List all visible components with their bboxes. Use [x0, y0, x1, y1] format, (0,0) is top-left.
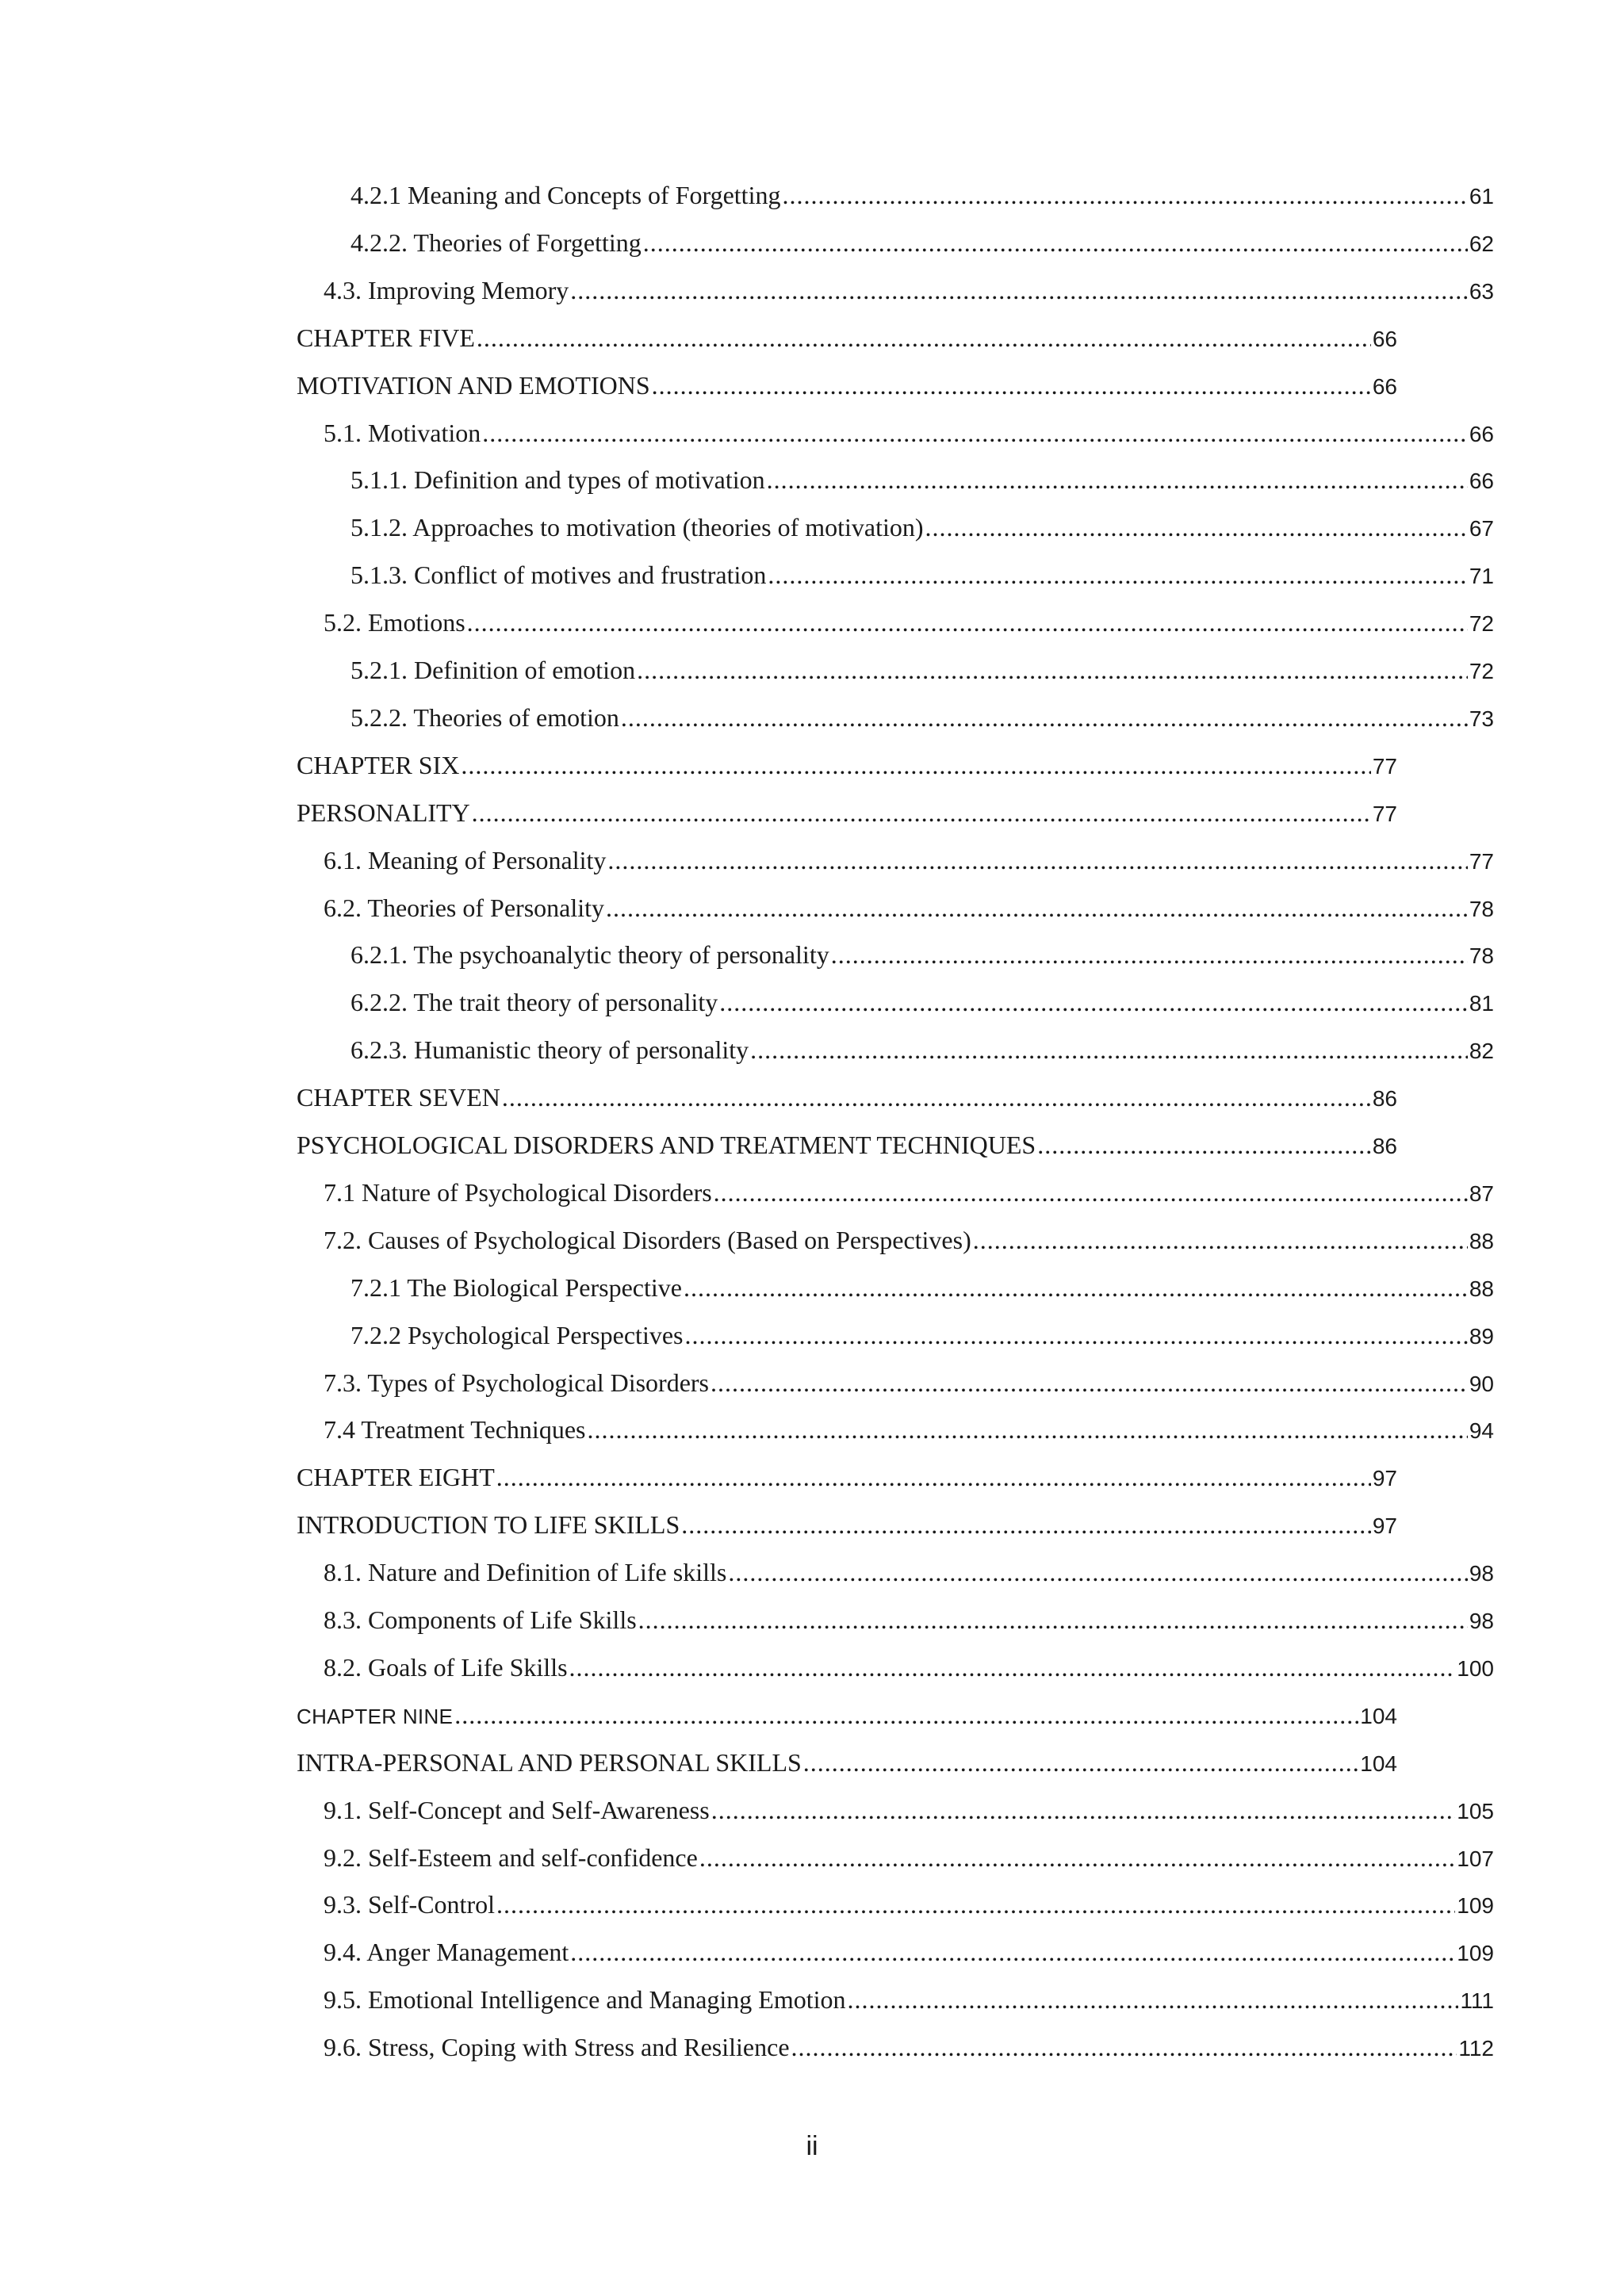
toc-entry-title: CHAPTER NINE — [297, 1705, 454, 1728]
toc-entry-title: 9.2. Self-Esteem and self-confidence — [324, 1843, 698, 1872]
toc-entry[interactable] — [297, 741, 1397, 789]
toc-entry-title: 5.2.2. Theories of emotion — [350, 703, 619, 732]
toc-entry-page: 98 — [1469, 1561, 1494, 1586]
dot-leader — [710, 1359, 1468, 1406]
dot-leader — [791, 2023, 1457, 2071]
toc-entry[interactable] — [350, 931, 1494, 978]
toc-entry-page: 100 — [1457, 1656, 1494, 1681]
toc-entry-title: 6.1. Meaning of Personality — [324, 846, 607, 874]
toc-entry-title: 8.2. Goals of Life Skills — [324, 1653, 568, 1682]
toc-entry-page: 111 — [1460, 1988, 1494, 2013]
dot-leader — [621, 694, 1468, 741]
toc-entry-title: 7.2.1 The Biological Perspective — [350, 1273, 682, 1302]
toc-entry[interactable] — [297, 1453, 1397, 1501]
toc-entry[interactable] — [297, 789, 1397, 836]
toc-entry[interactable] — [350, 171, 1494, 219]
toc-entry-title: 7.3. Types of Psychological Disorders — [324, 1368, 709, 1397]
toc-entry[interactable] — [324, 599, 1494, 646]
dot-leader — [454, 1691, 1358, 1739]
toc-entry[interactable] — [297, 1121, 1397, 1169]
toc-entry[interactable] — [324, 1406, 1494, 1453]
toc-entry-page: 89 — [1469, 1324, 1494, 1349]
toc-entry-page: 77 — [1469, 849, 1494, 874]
toc-entry[interactable] — [350, 694, 1494, 741]
toc-entry-page: 109 — [1457, 1941, 1494, 1965]
toc-entry-page: 86 — [1372, 1086, 1397, 1111]
toc-entry-title: 5.1.3. Conflict of motives and frustration — [350, 561, 767, 589]
dot-leader — [973, 1216, 1468, 1264]
dot-leader — [684, 1264, 1468, 1311]
toc-entry-title: 8.3. Components of Life Skills — [324, 1605, 637, 1634]
dot-leader — [681, 1501, 1371, 1548]
toc-entry-title: 9.6. Stress, Coping with Stress and Resilience — [324, 2033, 790, 2061]
toc-entry-title: 4.2.2. Theories of Forgetting — [350, 228, 642, 257]
toc-entry[interactable] — [324, 1834, 1494, 1881]
toc-entry[interactable] — [350, 219, 1494, 266]
toc-entry-page: 107 — [1457, 1846, 1494, 1871]
toc-entry-title: 5.2.1. Definition of emotion — [350, 656, 636, 684]
toc-entry-title: 6.2.2. The trait theory of personality — [350, 988, 718, 1016]
dot-leader — [606, 884, 1468, 932]
toc-entry-title: CHAPTER FIVE — [297, 323, 475, 352]
toc-entry-page: 109 — [1457, 1893, 1494, 1918]
toc-entry-title: CHAPTER SEVEN — [297, 1083, 500, 1112]
toc-entry-page: 66 — [1372, 374, 1397, 399]
toc-entry[interactable] — [324, 884, 1494, 932]
toc-entry[interactable] — [324, 409, 1494, 457]
dot-leader — [467, 599, 1468, 646]
toc-entry[interactable] — [324, 836, 1494, 884]
dot-leader — [699, 1834, 1455, 1881]
toc-entry[interactable] — [324, 1928, 1494, 1976]
dot-leader — [637, 646, 1468, 694]
toc-entry-page: 81 — [1469, 991, 1494, 1016]
toc-entry-page: 72 — [1469, 659, 1494, 683]
dot-leader — [803, 1739, 1359, 1786]
dot-leader — [719, 978, 1468, 1026]
toc-entry[interactable] — [324, 266, 1494, 314]
toc-entry-title: 5.1. Motivation — [324, 419, 481, 447]
toc-entry-title: 5.1.2. Approaches to motivation (theories of motivation) — [350, 513, 924, 541]
toc-entry-title: 6.2. Theories of Personality — [324, 894, 605, 922]
toc-entry[interactable] — [350, 1026, 1494, 1073]
dot-leader — [472, 789, 1371, 836]
toc-entry[interactable] — [297, 1073, 1397, 1121]
toc-entry-title: PERSONALITY — [297, 798, 470, 827]
toc-entry-page: 67 — [1469, 516, 1494, 541]
toc-entry[interactable] — [324, 1359, 1494, 1406]
dot-leader — [782, 171, 1467, 219]
toc-entry-page: 82 — [1469, 1039, 1494, 1063]
dot-leader — [502, 1073, 1371, 1121]
toc-entry[interactable] — [324, 1169, 1494, 1216]
dot-leader — [570, 266, 1468, 314]
toc-entry-title: 7.2. Causes of Psychological Disorders (Based on Perspectives) — [324, 1226, 971, 1254]
toc-entry-title: 6.2.3. Humanistic theory of personality — [350, 1035, 749, 1064]
toc-entry-title: 5.2. Emotions — [324, 608, 465, 637]
dot-leader — [496, 1881, 1455, 1928]
toc-entry[interactable] — [324, 1881, 1494, 1928]
toc-entry-title: CHAPTER SIX — [297, 751, 460, 779]
toc-entry-title: 9.5. Emotional Intelligence and Managing Emotion — [324, 1985, 846, 2014]
toc-entry-title: CHAPTER EIGHT — [297, 1463, 495, 1491]
dot-leader — [1037, 1121, 1371, 1169]
dot-leader — [643, 219, 1468, 266]
toc-entry-page: 86 — [1372, 1134, 1397, 1158]
toc-entry-page: 90 — [1469, 1372, 1494, 1396]
toc-entry[interactable] — [324, 1548, 1494, 1596]
toc-entry-page: 73 — [1469, 706, 1494, 731]
toc-entry-page: 78 — [1469, 897, 1494, 921]
toc-entry-page: 104 — [1360, 1704, 1397, 1728]
toc-entry-page: 62 — [1469, 232, 1494, 256]
toc-entry[interactable] — [350, 503, 1494, 551]
toc-entry[interactable] — [324, 2023, 1494, 2071]
toc-entry-title: 7.4 Treatment Techniques — [324, 1415, 586, 1444]
dot-leader — [652, 362, 1371, 409]
toc-entry-title: INTRODUCTION TO LIFE SKILLS — [297, 1510, 680, 1539]
toc-entry-title: 5.1.1. Definition and types of motivation — [350, 465, 765, 494]
toc-entry-page: 97 — [1372, 1513, 1397, 1538]
toc-entry-page: 61 — [1469, 184, 1494, 209]
toc-entry[interactable] — [350, 978, 1494, 1026]
toc-entry[interactable] — [324, 1786, 1494, 1834]
toc-entry[interactable] — [350, 1264, 1494, 1311]
toc-entry-title: 4.2.1 Meaning and Concepts of Forgetting — [350, 181, 781, 209]
toc-entry[interactable] — [297, 1501, 1397, 1548]
toc-entry-page: 66 — [1372, 327, 1397, 351]
toc-entry[interactable] — [324, 1644, 1494, 1691]
toc-entry-title: 4.3. Improving Memory — [324, 276, 569, 304]
toc-entry-page: 78 — [1469, 943, 1494, 968]
toc-entry[interactable] — [324, 1976, 1494, 2023]
dot-leader — [711, 1786, 1456, 1834]
toc-entry[interactable] — [297, 1739, 1397, 1786]
dot-leader — [482, 409, 1468, 457]
toc-entry[interactable] — [297, 362, 1397, 409]
toc-entry-page: 104 — [1360, 1751, 1397, 1776]
toc-entry-page: 66 — [1469, 422, 1494, 446]
toc-entry-title: 7.2.2 Psychological Perspectives — [350, 1321, 684, 1349]
toc-entry-title: 9.4. Anger Management — [324, 1938, 569, 1966]
toc-entry-title: MOTIVATION AND EMOTIONS — [297, 371, 650, 400]
toc-entry-title: 8.1. Nature and Definition of Life skills — [324, 1558, 727, 1586]
dot-leader — [587, 1406, 1467, 1453]
dot-leader — [496, 1453, 1371, 1501]
dot-leader — [848, 1976, 1459, 2023]
dot-leader — [831, 931, 1468, 978]
toc-entry[interactable] — [297, 1691, 1397, 1739]
toc-entry-title: 9.1. Self-Concept and Self-Awareness — [324, 1796, 710, 1824]
toc-entry-page: 98 — [1469, 1609, 1494, 1633]
dot-leader — [461, 741, 1370, 789]
toc-entry[interactable] — [324, 1596, 1494, 1644]
dot-leader — [714, 1169, 1468, 1216]
toc-entry[interactable] — [350, 646, 1494, 694]
toc-entry-page: 63 — [1469, 279, 1494, 304]
toc-entry-page: 71 — [1469, 564, 1494, 588]
toc-entry-title: INTRA-PERSONAL AND PERSONAL SKILLS — [297, 1748, 802, 1777]
dot-leader — [638, 1596, 1468, 1644]
toc-entry[interactable] — [324, 1216, 1494, 1264]
toc-entry[interactable] — [297, 314, 1397, 362]
dot-leader — [607, 836, 1467, 884]
toc-entry-title: 6.2.1. The psychoanalytic theory of personality — [350, 940, 829, 969]
dot-leader — [477, 314, 1371, 362]
toc-entry-page: 88 — [1469, 1276, 1494, 1301]
dot-leader — [728, 1548, 1468, 1596]
dot-leader — [925, 503, 1468, 551]
toc-entry-page: 72 — [1469, 611, 1494, 636]
toc-entry-title: 7.1 Nature of Psychological Disorders — [324, 1178, 712, 1207]
toc-entry-title: 9.3. Self-Control — [324, 1890, 495, 1919]
toc-entry-page: 77 — [1372, 802, 1397, 826]
toc-entry-page: 77 — [1372, 754, 1397, 779]
toc-entry-page: 94 — [1469, 1418, 1494, 1443]
dot-leader — [570, 1928, 1455, 1976]
page-number: ii — [806, 2131, 818, 2161]
toc-entry[interactable] — [350, 1311, 1494, 1359]
toc-entry-page: 105 — [1457, 1799, 1494, 1823]
toc-entry-page: 112 — [1458, 2036, 1494, 2061]
toc-entry-page: 87 — [1469, 1181, 1494, 1206]
toc-entry-page: 66 — [1469, 469, 1494, 493]
toc-entry[interactable] — [350, 551, 1494, 599]
toc-entry-page: 97 — [1372, 1466, 1397, 1490]
toc-entry[interactable] — [350, 456, 1494, 503]
dot-leader — [768, 551, 1467, 599]
dot-leader — [569, 1644, 1456, 1691]
dot-leader — [767, 456, 1468, 503]
toc-entry-page: 88 — [1469, 1229, 1494, 1253]
dot-leader — [750, 1026, 1468, 1073]
dot-leader — [684, 1311, 1467, 1359]
toc-entry-title: PSYCHOLOGICAL DISORDERS AND TREATMENT TECHNIQUES — [297, 1131, 1036, 1159]
